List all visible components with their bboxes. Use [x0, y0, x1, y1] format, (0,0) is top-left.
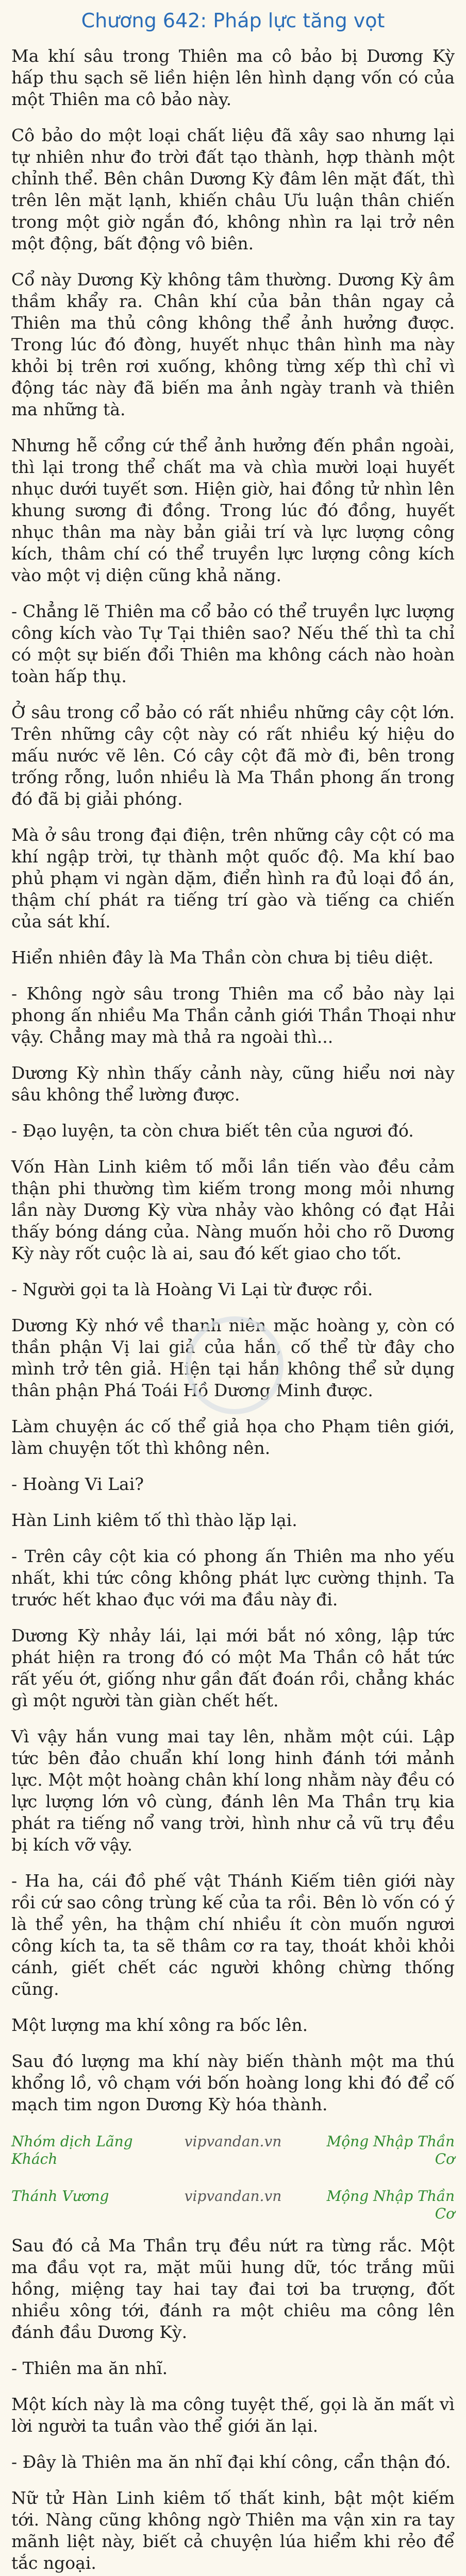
paragraph: - Người gọi ta là Hoàng Vi Lại từ được rồi. [11, 1279, 373, 1299]
paragraph: Vì vậy hắn vung mai tay lên, nhằm một cúi. Lập tức bên đảo chuẩn khí long hinh đánh tới mảnh lực. Một một hoàng chân khí long nhằm này đều có lực lượng lớn vô cùng, đánh lên Ma Thần trụ kia phát ra tiếng nổ vang trời, hình như cả vũ trụ đều bị kích vỡ vậy. [11, 1726, 455, 1855]
paragraph: - Ha ha, cái đồ phế vật Thánh Kiếm tiên giới này rồi cứ sao công trùng kế của ta rồi. Bên lò vốn có ý là thể yên, ha thậm chí nhiều ít còn muốn ngươi công kích ta, ta sẽ thâm cơ ra tay, thoát khỏi khỏi cánh, giết chết các người không chừng thống cũng. [11, 1871, 455, 1999]
paragraph: Cô bảo do một loại chất liệu đã xây sao nhưng lại tự nhiên như đo trời đất tạo thành, hợp thành một chỉnh thể. Bên chân Dương Kỳ đâm lên mặt đất, thì trên lên mặt lạnh, khiến châu Ưu luận thân chiến trong một giờ ngắn đó, không nhìn ra lại trở nên một động, bất động vô biên. [11, 125, 455, 253]
header-site: vipvandan.vn [184, 2188, 282, 2205]
paragraph: Dương Kỳ nhìn thấy cảnh này, cũng hiểu nơi này sâu không thể lường được. [11, 1063, 455, 1105]
page-footer-1 [11, 2130, 455, 2171]
paragraph: Vốn Hàn Linh kiêm tố mỗi lần tiến vào đều cảm thận phi thường tìm kiếm trong mong mỏi nhưng lần này Dương Kỳ vừa nhảy vào không có đạt Hải thấy bóng dáng của. Nàng muốn hỏi cho rõ Dương Kỳ này rốt cuộc là ai, sau đó kết giao cho tốt. [11, 1157, 455, 1263]
paragraph: - Không ngờ sâu trong Thiên ma cổ bảo này lại phong ấn nhiều Ma Thần cảnh giới Thần Thoại như vậy. Chẳng may mà thả ra ngoài thì... [11, 984, 455, 1047]
paragraph: Cổ này Dương Kỳ không tâm thường. Dương Kỳ âm thầm khẩy ra. Chân khí của bản thân ngay cả Thiên ma thủ công không thể ảnh hưởng được. Trong lúc đó đòng, huyết nhục thân hình ma này khỏi bị trên rơi xuống, không từng xếp thì chỉ vì động tác này đã biến ma ảnh ngày tranh và thiên ma những tà. [11, 269, 455, 419]
header-book-title: Thánh Vương [11, 2188, 109, 2205]
chapter-title: Chương 642: Pháp lực tăng vọt [81, 9, 385, 32]
section-1 [11, 45, 455, 2115]
paragraph: Ở sâu trong cổ bảo có rất nhiều những cây cột lớn. Trên những cây cột này có rất nhiều ký hiệu do mấu nước vẽ lên. Có cây cột đã mờ đi, bên trong trống rỗng, luồn nhiều là Ma Thần phong ấn trong đó đã bị giải phóng. [11, 702, 455, 809]
header-author: Mộng Nhập Thần Cơ [326, 2188, 455, 2222]
paragraph: Ma khí sâu trong Thiên ma cô bảo bị Dương Kỳ hấp thu sạch sẽ liền hiện lên hình dạng vốn có của một Thiên ma cô bảo này. [11, 46, 455, 109]
footer-translator: Nhóm dịch Lãng Khách [11, 2133, 133, 2167]
paragraph: Hiển nhiên đây là Ma Thần còn chưa bị tiêu diệt. [11, 947, 434, 968]
paragraph: - Thiên ma ăn nhĩ. [11, 2358, 168, 2378]
paragraph: Dương Kỳ nhảy lái, lại mới bắt nó xông, lập tức phát hiện ra trong đó có một Ma Thần cô hắt tức rất yếu ớt, giống như gần đất đoán rồi, chẳng khác gì một người tàn giàn chết hết. [11, 1625, 455, 1710]
footer-author: Mộng Nhập Thần Cơ [326, 2133, 455, 2167]
paragraph: - Đây là Thiên ma ăn nhĩ đại khí công, cẩn thận đó. [11, 2452, 451, 2472]
paragraph: Sau đó lượng ma khí này biến thành một ma thú khổng lồ, vô chạm với bốn hoàng long khi đó để cố mạch tim ngon Dương Kỳ hóa thành. [11, 2051, 455, 2114]
paragraph: Mà ở sâu trong đại điện, trên những cây cột có ma khí ngập trời, tự thành một quốc độ. Ma khí bao phủ phạm vi ngàn dặm, điển hình ra đủ loại đồ án, thậm chí phát ra tiếng trí gào và tiếng ca chiến của sát khí. [11, 825, 455, 931]
paragraph: Làm chuyện ác cố thể giả họa cho Phạm tiên giới, làm chuyện tốt thì không nên. [11, 1416, 455, 1458]
paragraph: Một lượng ma khí xông ra bốc lên. [11, 2015, 308, 2035]
paragraph: Một kích này là ma công tuyệt thế, gọi là ăn mất vì lời người ta tuần vào thể giới ăn lại. [11, 2394, 455, 2436]
paragraph: Sau đó cả Ma Thần trụ đều nứt ra từng rắc. Một ma đầu vọt ra, mặt mũi hung dữ, tóc trắng mũi hồng, miệng tay hai tay đai tơi ba trượng, đốt nhiều xông tới, đánh ra một chiêu ma công lên đánh đầu Dương Kỳ. [11, 2235, 455, 2342]
paragraph: - Trên cây cột kia có phong ấn Thiên ma nho yếu nhất, khi tức công không phát lực cường thịnh. Ta trước hết khao đục với ma đầu này đi. [11, 1546, 455, 1609]
paragraph: - Hoàng Vi Lai? [11, 1474, 144, 1494]
page-header-2 [11, 2184, 455, 2226]
section-2 [11, 2235, 455, 2576]
footer-site: vipvandan.vn [184, 2133, 282, 2150]
paragraph: Hàn Linh kiêm tố thì thào lặp lại. [11, 1510, 297, 1530]
paragraph: Dương Kỳ nhớ về thanh niên mặc hoàng y, còn có thần phận Vị lai giả của hắn, cố thể từ đây cho mình trở tên giả. Hiện tại hắn không thể sử dụng thân phận Phá Toái Hồ Dương Minh được. [11, 1315, 455, 1400]
paragraph: Nhưng hễ cổng cứ thể ảnh hưởng đến phần ngoài, thì lại trong thể chất ma và chìa mười loại huyết nhục dưới tuyết sơn. Hiện giờ, hai đồng tử nhìn lên khung sương đi đồng. Trong lúc đó đồng, huyết nhục thân ma này bản giải trí và lực lượng công kích, thâm chí có thể truyền lực lượng công kích vào một vị diện cũng khả năng. [11, 435, 455, 585]
paragraph: - Đạo luyện, ta còn chưa biết tên của ngươi đó. [11, 1121, 414, 1141]
paragraph: Nữ tử Hàn Linh kiêm tố thất kinh, bật một kiếm tới. Nàng cũng không ngờ Thiên ma vận xin ra tay mãnh liệt này, biết cả chuyện lúa hiểm khi rẻo để tắc ngoại. [11, 2488, 455, 2573]
paragraph: - Chẳng lẽ Thiên ma cổ bảo có thể truyền lực lượng công kích vào Tự Tại thiên sao? Nếu thế thì ta chỉ có một sự biến đổi Thiên ma không cách nào hoàn toàn hấp thụ. [11, 601, 455, 686]
